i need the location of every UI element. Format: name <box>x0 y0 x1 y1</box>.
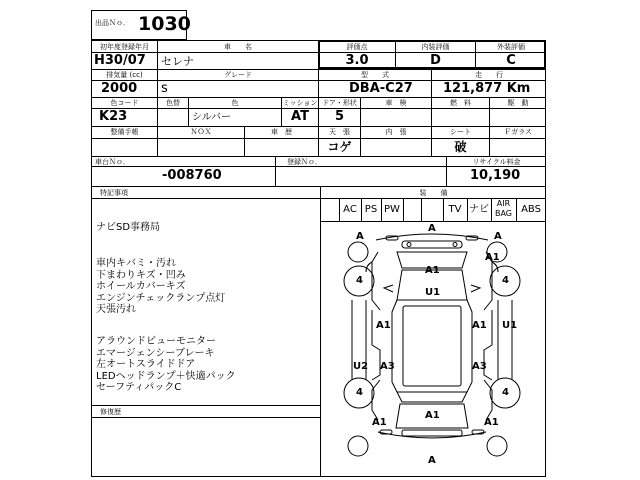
mark-right-rear: A3 <box>472 361 487 372</box>
color-value: シルバー <box>192 112 232 123</box>
score-label: 評価点 <box>346 43 368 51</box>
mark-front-center: A <box>428 223 436 234</box>
headlight-right <box>453 243 457 247</box>
mileage-label: 走 行 <box>475 71 503 79</box>
car-name-label: 車 名 <box>224 43 252 51</box>
mark-left-front-door: A1 <box>376 320 391 331</box>
body-left <box>392 300 397 392</box>
notes-line: ナビSD事務局 <box>96 222 161 233</box>
mark-rear-right: A1 <box>484 417 499 428</box>
manual-label: 整備手帳 <box>110 128 139 136</box>
recycle-value: 10,190 <box>470 168 521 183</box>
model-label: 型 式 <box>361 71 389 79</box>
headlight-left <box>407 243 411 247</box>
inspection-label: 車 検 <box>385 99 407 107</box>
equipment-item: ナビ <box>469 204 489 215</box>
color-change-label: 色替 <box>166 99 180 107</box>
mark-front-left: A <box>356 231 364 242</box>
notes-label: 特記事項 <box>100 189 128 197</box>
nox-label: ＮＯＸ <box>190 128 212 136</box>
displacement-label: 排気量 (cc) <box>106 71 143 79</box>
car-name-value: セレナ <box>161 55 194 68</box>
equipment-item: ABS <box>521 204 541 215</box>
exterior-score-label: 外装評価 <box>497 43 525 51</box>
model-value: DBA-C27 <box>349 81 413 96</box>
doors-value: 5 <box>334 109 345 124</box>
lot-label: 出品Ｎｏ． <box>95 19 130 27</box>
rear-bumper <box>378 432 486 438</box>
score-value: 3.0 <box>345 53 369 68</box>
equipment-item: PW <box>384 204 400 215</box>
history-label: 車 歴 <box>271 128 292 136</box>
roof-outline <box>403 306 461 386</box>
notes-line: 下まわりキズ・凹み <box>96 269 186 281</box>
notes-line: セーフティパックC <box>96 382 182 393</box>
mark-rear-left: A1 <box>372 417 387 428</box>
drive-label: 駆 動 <box>507 99 529 107</box>
equipment-item: PS <box>364 204 378 215</box>
exterior-score-value: C <box>506 53 516 68</box>
corner-fl-circle <box>348 242 368 262</box>
rear-window-outline <box>397 392 467 402</box>
mirror-left <box>384 285 393 292</box>
mark-front-right-wheel: A1 <box>485 252 500 263</box>
color-label: 色 <box>231 99 239 107</box>
mirror-right <box>471 285 480 292</box>
mission-label: ミッション <box>282 99 318 107</box>
lot-number: 1030 <box>138 13 191 35</box>
seat-value: 破 <box>454 140 467 154</box>
first-reg-label: 初年度登録年月 <box>100 43 149 51</box>
mission-value: AT <box>291 109 309 124</box>
mark-windshield: U1 <box>425 287 441 298</box>
mark-wheel-rr: 4 <box>502 387 509 398</box>
grade-label: グレード <box>224 71 252 79</box>
interior-score-label: 内装評価 <box>421 43 450 51</box>
equipment-label: 装 備 <box>419 189 448 197</box>
color-code-value: K23 <box>99 109 128 124</box>
equipment-item: AC <box>343 204 357 215</box>
interior-panel-label: 内 張 <box>385 128 407 136</box>
notes-line: 天張汚れ <box>96 304 136 315</box>
seat-label: シート <box>450 128 471 136</box>
reg-no-label: 登録Ｎｏ． <box>287 158 322 166</box>
grade-value: s <box>161 81 168 96</box>
mark-rear-window: A1 <box>425 410 440 421</box>
repair-history-label: 修復歴 <box>100 408 121 416</box>
color-code-label: 色コード <box>110 99 139 107</box>
recycle-label: リサイクル料金 <box>472 158 521 166</box>
fender-fl <box>372 252 380 310</box>
mark-wheel-fr: 4 <box>502 275 509 286</box>
mark-right-front-door: A1 <box>472 320 487 331</box>
mark-rear-center: A <box>428 455 436 466</box>
notes-line: ホイールカバーキズ <box>96 281 186 292</box>
mark-wheel-fl: 4 <box>356 275 363 286</box>
first-reg-value: H30/07 <box>94 53 146 68</box>
ceiling-label: 天 張 <box>329 128 350 136</box>
mileage-value: 121,877 Km <box>443 81 531 96</box>
interior-score-value: D <box>430 53 441 68</box>
chassis-label: 車台Ｎｏ． <box>95 158 130 166</box>
mark-right-pillar: U1 <box>502 320 518 331</box>
notes-line: エンジンチェックランプ点灯 <box>96 292 226 304</box>
ceiling-value: コゲ <box>327 140 352 154</box>
mark-hood: A1 <box>425 265 440 276</box>
chassis-value: -008760 <box>162 168 222 183</box>
fender-rl <box>372 380 380 420</box>
notes-line: LEDヘッドランプ＋快適パック <box>96 370 236 382</box>
body-right <box>467 300 472 392</box>
corner-rr-circle <box>487 436 507 456</box>
mark-wheel-rl: 4 <box>356 387 363 398</box>
equipment-item: AIR BAG <box>494 199 513 218</box>
notes-line: エマージェンシーブレーキ <box>96 347 215 359</box>
doors-label: ドア・形状 <box>322 99 357 107</box>
mark-left-rear-u: U2 <box>353 361 369 372</box>
equipment-item: TV <box>448 204 462 215</box>
fuel-label: 燃 料 <box>450 99 471 107</box>
notes-line: 車内キバミ・汚れ <box>96 258 176 269</box>
notes-line: 左オートスライドドア <box>96 359 196 370</box>
fender-rr <box>484 380 492 420</box>
rear-plate <box>402 430 462 436</box>
notes-line: アラウンドビューモニター <box>96 336 216 347</box>
mark-front-right: A <box>494 231 502 242</box>
mark-left-rear-a: A3 <box>380 361 395 372</box>
displacement-value: 2000 <box>101 81 138 96</box>
f-glass-label: Ｆガラス <box>504 128 532 136</box>
corner-rl-circle <box>348 436 368 456</box>
